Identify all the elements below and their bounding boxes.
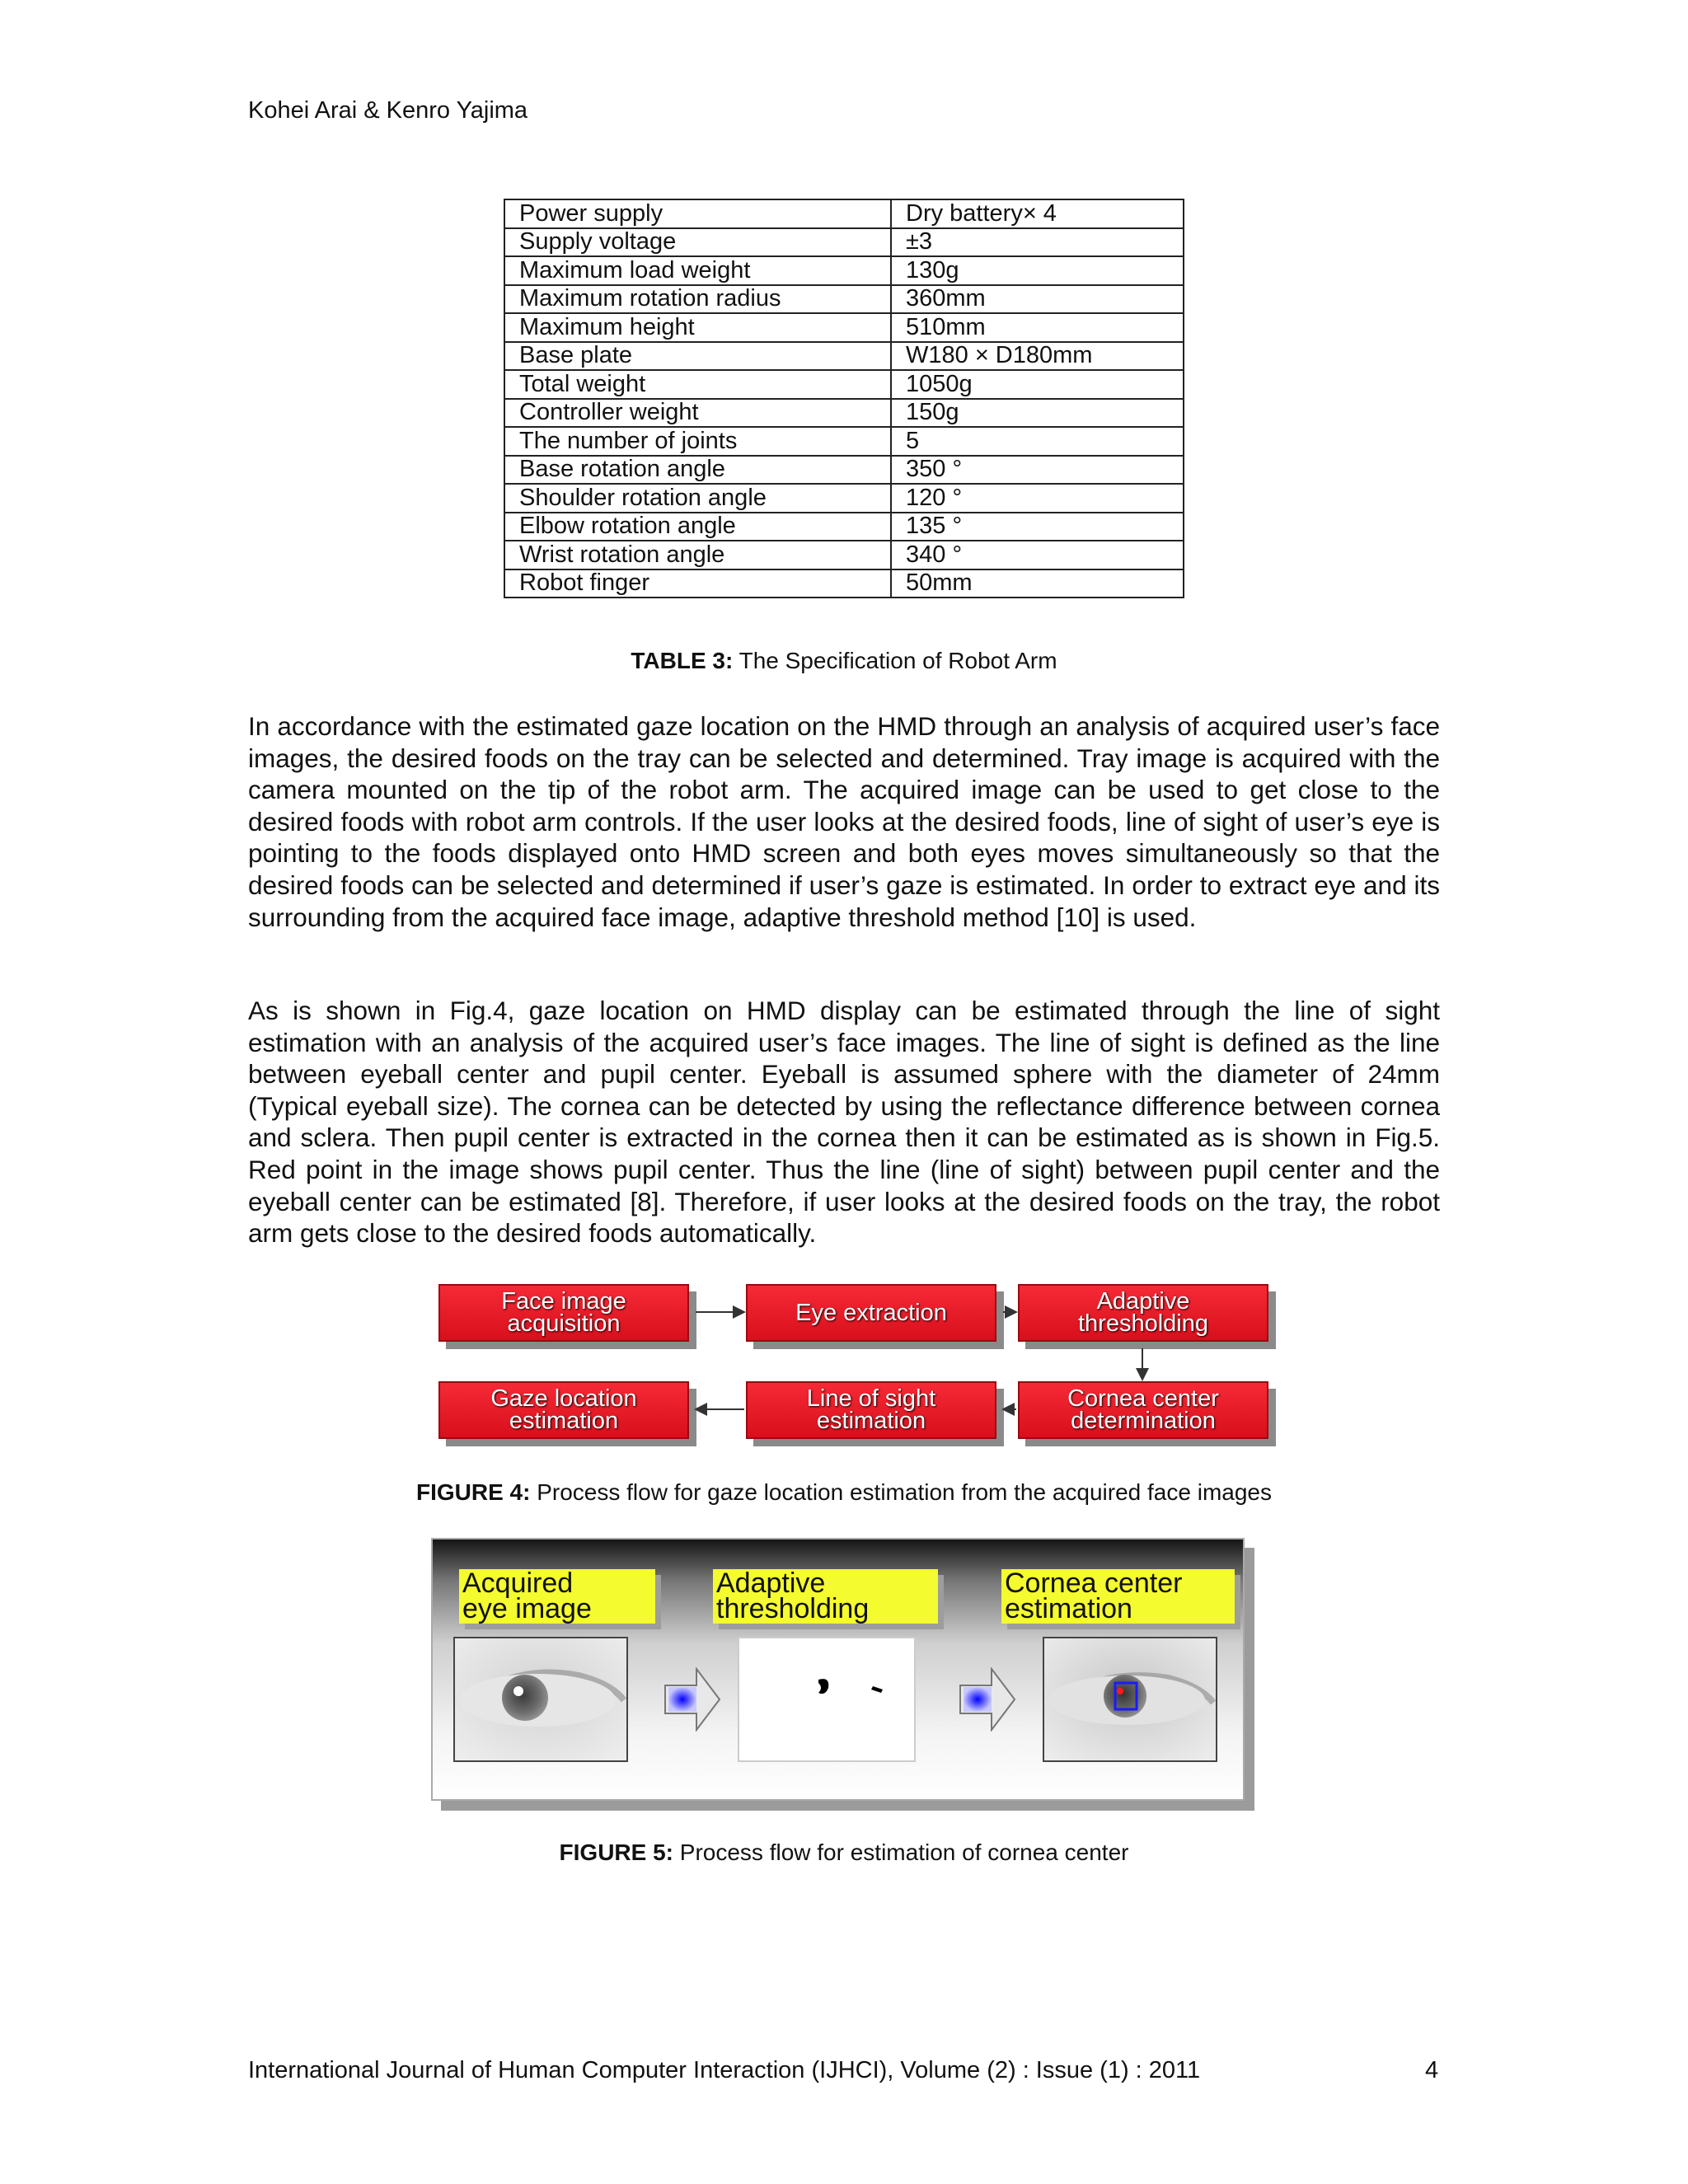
footer-page-number: 4 bbox=[1425, 2057, 1439, 2083]
box-gaze-location-estimation: Gaze location estimation bbox=[438, 1381, 689, 1439]
spec-name-cell: Maximum height bbox=[504, 313, 891, 342]
box-face-image-acquisition: Face image acquisition bbox=[438, 1284, 689, 1342]
specification-table bbox=[504, 199, 1184, 598]
eye-with-cornea-box-graphic bbox=[1044, 1638, 1216, 1760]
table-row bbox=[504, 456, 1184, 485]
arrow-icon bbox=[959, 1667, 1016, 1732]
spec-name-cell: Maximum rotation radius bbox=[504, 285, 891, 314]
table-row bbox=[504, 399, 1184, 428]
figure-5-caption-text: Process flow for estimation of cornea center bbox=[673, 1840, 1129, 1865]
paragraph-1: In accordance with the estimated gaze location on the HMD through an analysis of acquired user’s face images, the desired foods on the tray can be selected and determined. Tray image is acquired with the camera mounted on the tip of the robot arm. The acquired image can be used to get close to the desired foods with robot arm controls. If the user looks at the desired foods, line of sight of user’s eye is pointing to the foods displayed onto HMD screen and both eyes moves simultaneously so that the desired foods can be selected and determined if user’s gaze is estimated. In order to extract eye and its surrounding from the acquired face image, adaptive threshold method [10] is used. bbox=[248, 711, 1440, 932]
figure-4-caption bbox=[0, 1479, 1688, 1506]
spec-value-cell: 130g bbox=[891, 256, 1184, 285]
figure-4-caption-text: Process flow for gaze location estimation from the acquired face images bbox=[530, 1479, 1272, 1505]
spec-name-cell: Elbow rotation angle bbox=[504, 513, 891, 541]
spec-value-cell: 5 bbox=[891, 427, 1184, 456]
spec-value-cell: 150g bbox=[891, 399, 1184, 428]
spec-value-cell: 50mm bbox=[891, 569, 1184, 598]
paragraph-2: As is shown in Fig.4, gaze location on HMD display can be estimated through the line of sight estimation with an analysis of the acquired user’s face images. The line of sight is defined as the line between eyeball center and pupil center. Eyeball is assumed sphere with the diameter of 24mm (Typical eyeball size). The cornea can be detected by using the reflectance difference between cornea and sclera. Then pupil center is extracted in the cornea then it can be estimated as is shown in Fig.5. Red point in the image shows pupil center. Thus the line (line of sight) between pupil center and the eyeball center can be estimated [8]. Therefore, if user looks at the desired foods on the tray, the robot arm gets close to the desired foods automatically. bbox=[248, 996, 1440, 1249]
spec-value-cell: 135 ° bbox=[891, 513, 1184, 541]
thresholded-image bbox=[738, 1637, 916, 1762]
arrow-icon bbox=[663, 1667, 721, 1732]
table-row bbox=[504, 199, 1184, 228]
table-row bbox=[504, 285, 1184, 314]
table-row bbox=[504, 513, 1184, 541]
table-caption-label: TABLE 3: bbox=[631, 648, 734, 673]
figure-5-caption bbox=[0, 1840, 1688, 1866]
table-row bbox=[504, 541, 1184, 569]
spec-name-cell: Power supply bbox=[504, 199, 891, 228]
table-row bbox=[504, 370, 1184, 399]
spec-name-cell: Controller weight bbox=[504, 399, 891, 428]
figure-5-caption-label: FIGURE 5: bbox=[559, 1840, 673, 1865]
acquired-eye-photo bbox=[453, 1637, 628, 1762]
figure-5-panel bbox=[431, 1538, 1245, 1801]
spec-value-cell: Dry battery× 4 bbox=[891, 199, 1184, 228]
table-row bbox=[504, 313, 1184, 342]
spec-name-cell: Supply voltage bbox=[504, 228, 891, 257]
spec-value-cell: 1050g bbox=[891, 370, 1184, 399]
spec-value-cell: 360mm bbox=[891, 285, 1184, 314]
box-adaptive-thresholding: Adaptive thresholding bbox=[1018, 1284, 1268, 1342]
box-eye-extraction: Eye extraction bbox=[746, 1284, 996, 1342]
box-cornea-center-determination: Cornea center determination bbox=[1018, 1381, 1268, 1439]
spec-value-cell: W180 × D180mm bbox=[891, 342, 1184, 371]
table-row bbox=[504, 569, 1184, 598]
spec-value-cell: 350 ° bbox=[891, 456, 1184, 485]
spec-name-cell: Total weight bbox=[504, 370, 891, 399]
label-adaptive-thresholding: Adaptive thresholding bbox=[713, 1569, 938, 1624]
label-acquired-eye-image: Acquired eye image bbox=[459, 1569, 655, 1624]
label-cornea-center-estimation: Cornea center estimation bbox=[1001, 1569, 1235, 1624]
figure-4-caption-label: FIGURE 4: bbox=[415, 1479, 531, 1505]
spec-name-cell: Robot finger bbox=[504, 569, 891, 598]
spec-name-cell: The number of joints bbox=[504, 427, 891, 456]
spec-value-cell: 510mm bbox=[891, 313, 1184, 342]
footer-journal: International Journal of Human Computer Interaction (IJHCI), Volume (2) : Issue (1) : 2011 bbox=[248, 2057, 1201, 2083]
table-row bbox=[504, 342, 1184, 371]
table-row bbox=[504, 427, 1184, 456]
spec-name-cell: Base plate bbox=[504, 342, 891, 371]
spec-name-cell: Shoulder rotation angle bbox=[504, 484, 891, 513]
table-row bbox=[504, 228, 1184, 257]
spec-value-cell: 120 ° bbox=[891, 484, 1184, 513]
table-row bbox=[504, 256, 1184, 285]
cornea-estimated-photo bbox=[1043, 1637, 1217, 1762]
table-caption bbox=[0, 648, 1688, 674]
threshold-blobs-graphic bbox=[739, 1638, 914, 1760]
spec-name-cell: Wrist rotation angle bbox=[504, 541, 891, 569]
eye-image-graphic bbox=[455, 1638, 626, 1760]
spec-name-cell: Maximum load weight bbox=[504, 256, 891, 285]
running-header: Kohei Arai & Kenro Yajima bbox=[248, 97, 528, 124]
figure-4-flowchart bbox=[429, 1277, 1253, 1459]
spec-value-cell: 340 ° bbox=[891, 541, 1184, 569]
table-caption-text: The Specification of Robot Arm bbox=[733, 648, 1057, 673]
spec-value-cell: ±3 bbox=[891, 228, 1184, 257]
table-row bbox=[504, 484, 1184, 513]
spec-name-cell: Base rotation angle bbox=[504, 456, 891, 485]
box-line-of-sight-estimation: Line of sight estimation bbox=[746, 1381, 996, 1439]
